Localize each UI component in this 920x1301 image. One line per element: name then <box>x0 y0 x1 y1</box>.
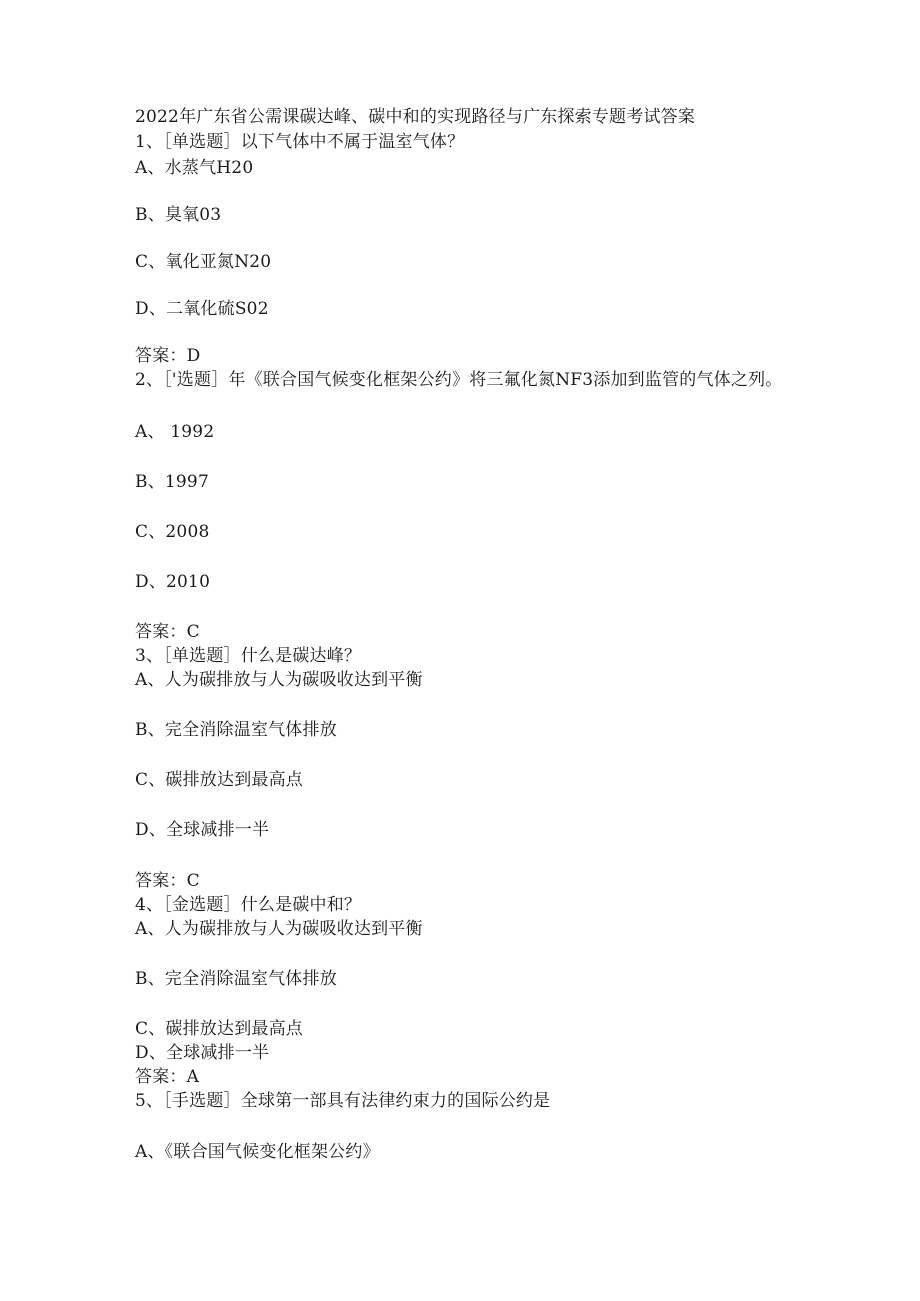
question-1-option-a: A、水蒸气H20 <box>135 158 254 178</box>
question-1-answer: 答案：D <box>135 346 201 366</box>
question-5-stem: 5、［手选题］全球第一部具有法律约束力的国际公约是 <box>135 1091 551 1111</box>
question-5-option-a: A、《联合国气候变化框架公约》 <box>135 1142 380 1162</box>
question-3-stem: 3、［单选题］什么是碳达峰？ <box>135 646 362 666</box>
question-2-option-d: D、2010 <box>135 572 211 592</box>
question-3-option-c: C、碳排放达到最高点 <box>135 770 304 790</box>
question-2-stem: 2、［'选题］年《联合国气候变化框架公约》将三氟化氮NF3添加到监管的气体之列。 <box>135 370 783 390</box>
question-1-stem: 1、［单选题］以下气体中不属于温室气体？ <box>135 132 465 152</box>
question-2-option-b: B、1997 <box>135 472 209 492</box>
question-3-option-a: A、人为碳排放与人为碳吸收达到平衡 <box>135 670 423 690</box>
question-1-option-b: B、臭氧03 <box>135 205 222 225</box>
question-1-option-c: C、氧化亚氮N20 <box>135 252 272 272</box>
question-3-option-b: B、完全消除温室气体排放 <box>135 720 337 740</box>
question-2-option-c: C、2008 <box>135 522 210 542</box>
question-3-answer: 答案：C <box>135 871 200 891</box>
document-title: 2022年广东省公需课碳达峰、碳中和的实现路径与广东探索专题考试答案 <box>135 107 696 127</box>
question-4-answer: 答案：A <box>135 1067 200 1087</box>
question-4-option-a: A、人为碳排放与人为碳吸收达到平衡 <box>135 919 423 939</box>
question-2-option-a: A、 1992 <box>135 422 215 442</box>
question-4-option-b: B、完全消除温室气体排放 <box>135 969 337 989</box>
question-1-option-d: D、二氧化硫S02 <box>135 299 269 319</box>
question-4-stem: 4、［金选题］什么是碳中和？ <box>135 895 362 915</box>
question-4-option-d: D、全球减排一半 <box>135 1043 270 1063</box>
question-2-answer: 答案：C <box>135 622 200 642</box>
question-3-option-d: D、全球减排一半 <box>135 820 270 840</box>
question-4-option-c: C、碳排放达到最高点 <box>135 1019 304 1039</box>
